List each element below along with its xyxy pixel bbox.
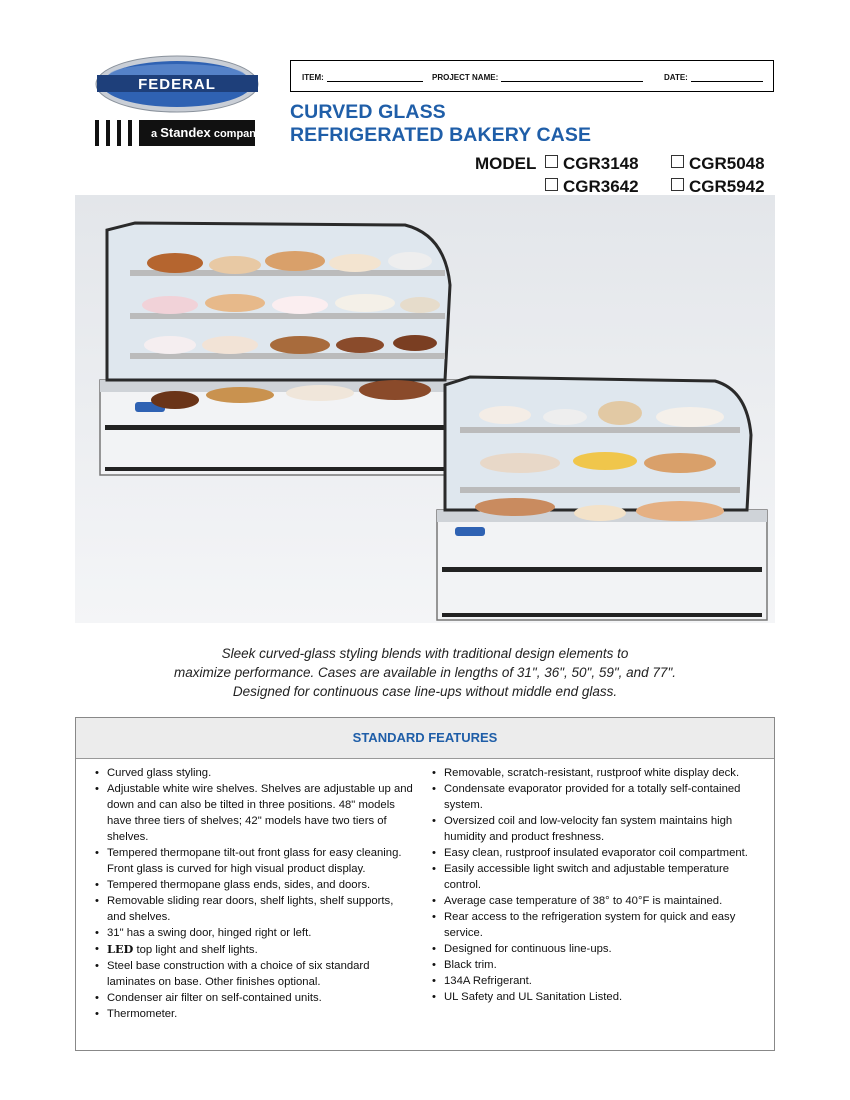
title-line-2: REFRIGERATED BAKERY CASE	[290, 124, 592, 146]
feature-item: • Tempered thermopane tilt-out front glass for easy cleaning. Front glass is curved for high visual product display.	[95, 845, 415, 877]
product-tagline: Sleek curved-glass styling blends with traditional design elements to maximize performance. Cases are available in lengths of 31", 36", 50", 59", and 77". Designed for continuous case line-ups without middle end glass.	[174, 646, 676, 699]
model-label: MODEL	[475, 154, 537, 173]
features-heading: STANDARD FEATURES	[76, 718, 774, 759]
federal-logo	[95, 55, 260, 113]
standex-text: a Standex company	[151, 125, 263, 140]
logo-text: FEDERAL	[138, 76, 216, 93]
title-line-1: CURVED GLASS	[290, 101, 446, 123]
model-option[interactable]: CGR5942	[671, 177, 765, 197]
model-option[interactable]: CGR3648	[545, 200, 639, 220]
feature-item: • Removable, scratch-resistant, rustproof white display deck.	[432, 765, 762, 781]
feature-item: • Easy clean, rustproof insulated evaporator coil compartment.	[432, 845, 762, 861]
model-option[interactable]: CGR7742	[671, 223, 765, 243]
feature-item: • Steel base construction with a choice of six standard laminates on base. Other finishes optional.	[95, 958, 415, 990]
feature-item: • Designed for continuous line-ups.	[432, 941, 762, 957]
model-option[interactable]: CGR5048	[671, 154, 765, 174]
checkbox[interactable]	[545, 155, 558, 168]
feature-item: • Condenser air filter on self-contained units.	[95, 990, 415, 1006]
model-option[interactable]: CGR3148	[545, 154, 639, 174]
feature-item: • Adjustable white wire shelves. Shelves are adjustable up and down and can also be tilted in three positions. 48" models have three tiers of shelves; 42" models have two tiers of shelves.	[95, 781, 415, 845]
project-name-field[interactable]: PROJECT NAME:	[432, 73, 643, 82]
small-bakery-case	[437, 377, 767, 620]
model-option[interactable]: CGR3642	[545, 177, 639, 197]
item-field[interactable]: ITEM:	[302, 73, 423, 82]
feature-item: • 31" has a swing door, hinged right or left.	[95, 925, 415, 941]
date-field[interactable]: DATE:	[664, 73, 763, 82]
model-option[interactable]: CGR5948	[671, 200, 765, 220]
feature-item: • Thermometer.	[95, 1006, 415, 1022]
feature-item: • Easily accessible light switch and adjustable temperature control.	[432, 861, 762, 893]
standex-badge	[95, 120, 263, 146]
model-option[interactable]: CGR7748	[671, 246, 765, 266]
feature-item: • Oversized coil and low-velocity fan system maintains high humidity and product freshness.	[432, 813, 762, 845]
standard-features-box	[75, 717, 775, 1051]
feature-item: • LED top light and shelf lights.	[95, 941, 415, 958]
feature-item: • Condensate evaporator provided for a totally self-contained system.	[432, 781, 762, 813]
feature-item: • Black trim.	[432, 957, 762, 973]
feature-item: • UL Safety and UL Sanitation Listed.	[432, 989, 762, 1005]
feature-item: • Removable sliding rear doors, shelf lights, shelf supports, and shelves.	[95, 893, 415, 925]
led-label: LED	[107, 942, 134, 956]
page-title	[290, 101, 591, 147]
feature-item: • 134A Refrigerant.	[432, 973, 762, 989]
large-bakery-case	[100, 223, 470, 475]
feature-item: • Tempered thermopane glass ends, sides, and doors.	[95, 877, 415, 893]
checkbox[interactable]	[671, 178, 684, 191]
checkbox[interactable]	[545, 178, 558, 191]
standex-bars	[95, 120, 143, 146]
features-column-right	[432, 765, 762, 1005]
project-info-box	[290, 60, 774, 92]
feature-item: • Rear access to the refrigeration system for quick and easy service.	[432, 909, 762, 941]
feature-item: • Curved glass styling.	[95, 765, 415, 781]
feature-item: • Average case temperature of 38° to 40°F is maintained.	[432, 893, 762, 909]
checkbox[interactable]	[671, 155, 684, 168]
product-photo	[75, 195, 775, 623]
model-option[interactable]: CGR5042	[545, 223, 639, 243]
features-column-left	[95, 765, 415, 1022]
